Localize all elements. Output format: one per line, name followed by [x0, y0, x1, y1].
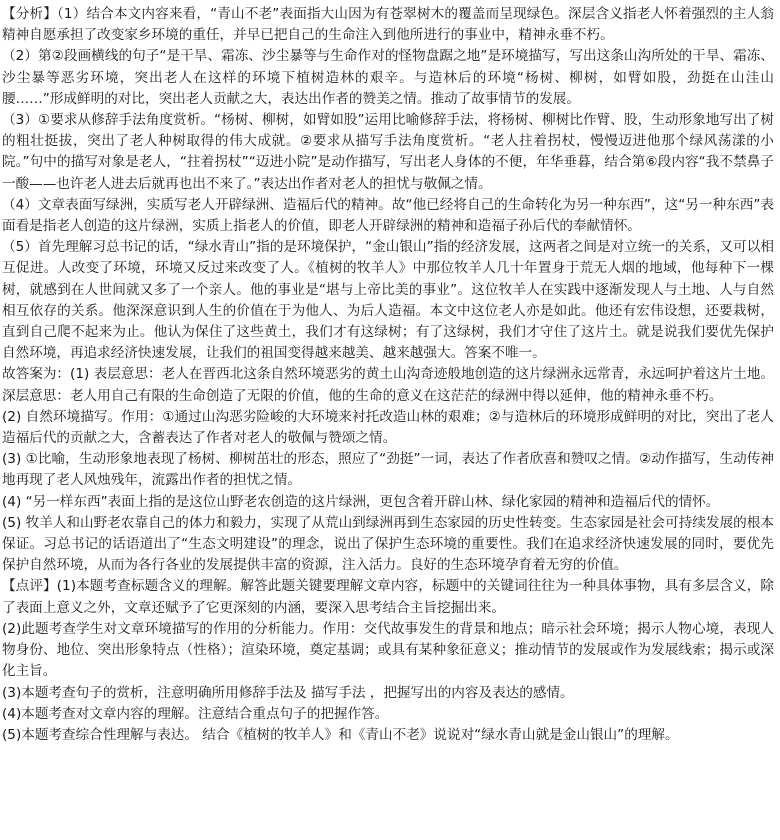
analysis-paragraph-5: （5）首先理解习总书记的话，“绿水青山”指的是环境保护，“金山银山”指的经济发展，这两者之间是对立统一的关系，又可以相互促进。人改变了环境，环境又反过来改变了人。《植树的牧羊人》中那位牧羊人几十年置身于荒无人烟的地域，他每种下一棵树，就感到在人世间就又多了一个亲人。他的事业是“堪与上帝比美的事业”。这位牧羊人在实践中逐渐发现人与土地、人与自然相互依存的关系。他深深意识到人生的价值在于为他人、为后人造福。本文中这位老人亦是如此。他还有宏伟设想，还要栽树，直到自己爬不起来为止。他认为保住了这些黄土，我们才有这绿树；有了这绿树，我们才守住了这片土。就是说我们要优先保护自然环境，再追求经济快速发展，让我们的祖国变得越来越美、越来越强大。答案不唯一。	[2, 239, 774, 362]
answer-paragraph-2: (2) 自然环境描写。作用：①通过山沟恶劣险峻的大环境来衬托改造山林的艰难；②与造林后的环境形成鲜明的对比，突出了老人造福后代的贡献之大，含蓄表达了作者对老人的敬佩与赞颂之情。	[2, 408, 774, 447]
comment-paragraph-2: (2)此题考查学生对文章环境描写的作用的分析能力。作用：交代故事发生的背景和地点；暗示社会环境；揭示人物心境，表现人物身份、地位、突出形象特点（性格）；渲染环境，奠定基调；或具有某种象征意义；推动情节的发展或作为发展线索；揭示或深化主旨。	[2, 620, 774, 680]
analysis-paragraph-1: 【分析】（1）结合本文内容来看，“青山不老”表面指大山因为有苍翠树木的覆盖而呈现绿色。深层含义指老人怀着强烈的主人翁精神自愿承担了改变家乡环境的重任，并早已把自己的生命注入到他所进行的事业中，精神永垂不朽。	[2, 6, 774, 44]
comment-paragraph-3: (3)本题考查句子的赏析，注意明确所用修辞手法及 描写手法 ，把握写出的内容及表达的感情。	[2, 684, 574, 701]
comment-paragraph-4: (4)本题考查对文章内容的理解。注意结合重点句子的把握作答。	[2, 705, 389, 722]
answer-paragraph-4: (4) “另一样东西”表面上指的是这位山野老农创造的这片绿洲，更包含着开辟山林、绿化家园的精神和造福后代的情怀。	[2, 493, 720, 510]
answer-paragraph-1: 故答案为：(1) 表层意思：老人在晋西北这条自然环境恶劣的黄土山沟奇迹般地创造的这片绿洲永远常青，永远呵护着这片土地。深层意思：老人用自己有限的生命创造了无限的价值，他的生命的意义在这茫茫的绿洲中得以延伸，他的精神永垂不朽。	[2, 366, 774, 404]
comment-paragraph-5: (5)本题考查综合性理解与表达。 结合《植树的牧羊人》和《青山不老》说说对“绿水青山就是金山银山”的理解。	[2, 726, 679, 743]
analysis-paragraph-3: （3）①要求从修辞手法角度赏析。“杨树、柳树，如臂如股”运用比喻修辞手法，将杨树、柳树比作臂、股，生动形象地写出了树的粗壮挺拔，突出了老人种树取得的伟大成就。②要求从描写手法角度赏析。“老人拄着拐杖，慢慢迈进他那个绿风荡漾的小院。”句中的描写对象是老人，“拄着拐杖”“迈进小院”是动作描写，写出老人身体的不便，年华垂暮，结合第⑥段内容“我不禁鼻子一酸——也许老人进去后就再也出不来了。”表达出作者对老人的担忧与敬佩之情。	[2, 112, 774, 192]
answer-paragraph-5: (5) 牧羊人和山野老农靠自己的体力和毅力，实现了从荒山到绿洲再到生态家园的历史性转变。生态家园是社会可持续发展的根本保证。习总书记的话语道出了“生态文明建设”的理念，说出了保护生态环境的重要性。我们在追求经济快速发展的同时，要优先保护自然环境，从而为各行各业的发展提供丰富的资源，注入活力。良好的生态环境孕育着无穷的价值。	[2, 514, 774, 574]
answer-paragraph-3: (3) ①比喻，生动形象地表现了杨树、柳树茁壮的形态，照应了“劲挺”一词，表达了作者欣喜和赞叹之情。②动作描写，生动传神地再现了老人风烛残年，流露出作者的担忧之情。	[2, 451, 774, 489]
comment-paragraph-1: 【点评】(1)本题考查标题含义的理解。解答此题关键要理解文章内容，标题中的关键词往往为一种具体事物，具有多层含义，除了表面上意义之外，文章还赋予了它更深刻的内涵，要深入思考结合主旨挖掘出来。	[2, 578, 774, 616]
analysis-paragraph-4: （4）文章表面写绿洲，实质写老人开辟绿洲、造福后代的精神。故“他已经将自己的生命转化为另一种东西”，这“另一种东西”表面看是指老人创造的这片绿洲，实质上指老人的价值，即老人开辟绿洲的精神和造福子孙后代的奉献情怀。	[2, 196, 774, 235]
analysis-paragraph-2: （2）第②段画横线的句子“是干旱、霜冻、沙尘暴等与生命作对的怪物盘踞之地”是环境描写，写出这条山沟所处的干旱、霜冻、沙尘暴等恶劣环境，突出老人在这样的环境下植树造林的艰辛。与造林后的环境“杨树、柳树，如臂如股，劲挺在山洼山腰……”形成鲜明的对比，突出老人贡献之大，表达出作者的赞美之情。推动了故事情节的发展。	[2, 48, 774, 107]
